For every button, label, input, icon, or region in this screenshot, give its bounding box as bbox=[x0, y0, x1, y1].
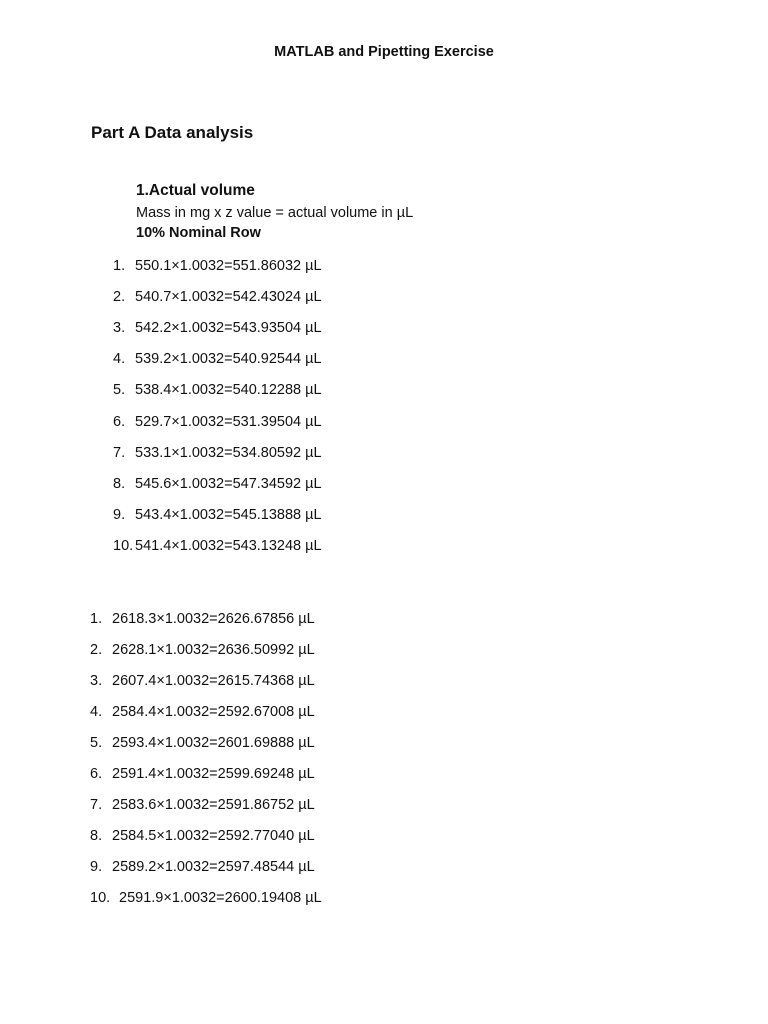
list-item bbox=[113, 319, 322, 337]
list-item bbox=[90, 827, 315, 845]
list-item-number: 7. bbox=[113, 444, 126, 461]
list-item-text: 2591.4×1.0032=2599.69248 µL bbox=[112, 766, 315, 782]
list-item-text: 540.7×1.0032=542.43024 µL bbox=[135, 289, 322, 306]
list-item-number: 9. bbox=[90, 859, 103, 875]
list-item bbox=[90, 610, 315, 628]
list-item-text: 2607.4×1.0032=2615.74368 µL bbox=[112, 673, 315, 689]
list-item-number: 8. bbox=[90, 828, 103, 844]
list-item bbox=[113, 537, 322, 555]
list-item bbox=[90, 889, 322, 907]
list-item-number: 1. bbox=[113, 258, 126, 274]
list-item-number: 4. bbox=[113, 351, 126, 368]
list-item bbox=[90, 703, 315, 721]
list-item-text: 2584.5×1.0032=2592.77040 µL bbox=[112, 828, 315, 844]
list-item-number: 2. bbox=[113, 289, 126, 306]
list-item-text: 541.4×1.0032=543.13248 µL bbox=[135, 537, 322, 554]
list-item bbox=[113, 506, 322, 524]
list-item bbox=[113, 257, 322, 275]
row-label: 10% Nominal Row bbox=[136, 225, 261, 241]
list-item-text: 2584.4×1.0032=2592.67008 µL bbox=[112, 704, 315, 720]
list-item-number: 5. bbox=[90, 735, 103, 751]
list-item-number: 4. bbox=[90, 704, 103, 720]
list-item-text: 545.6×1.0032=547.34592 µL bbox=[135, 475, 322, 492]
list-item-text: 539.2×1.0032=540.92544 µL bbox=[135, 351, 322, 368]
list-item bbox=[113, 444, 322, 462]
list-item-number: 9. bbox=[113, 506, 126, 523]
list-item-text: 533.1×1.0032=534.80592 µL bbox=[135, 444, 322, 461]
list-item bbox=[113, 475, 322, 493]
list-item-number: 10. bbox=[90, 890, 111, 906]
list-item-text: 538.4×1.0032=540.12288 µL bbox=[135, 382, 322, 399]
list-item-text: 2583.6×1.0032=2591.86752 µL bbox=[112, 797, 315, 813]
list-item bbox=[90, 765, 315, 783]
list-item-number: 2. bbox=[90, 642, 103, 658]
document-title: MATLAB and Pipetting Exercise bbox=[274, 44, 494, 60]
list-item-text: 2591.9×1.0032=2600.19408 µL bbox=[119, 890, 322, 906]
list-item bbox=[113, 381, 322, 399]
list-item-text: 2618.3×1.0032=2626.67856 µL bbox=[112, 611, 315, 627]
list-item bbox=[90, 858, 315, 876]
list-item bbox=[113, 413, 322, 431]
list-item-text: 529.7×1.0032=531.39504 µL bbox=[135, 413, 322, 430]
list-item-text: 543.4×1.0032=545.13888 µL bbox=[135, 506, 322, 523]
list-item bbox=[90, 641, 315, 659]
list-item-number: 1. bbox=[90, 611, 103, 627]
part-heading: Part A Data analysis bbox=[91, 123, 254, 142]
list-item bbox=[113, 288, 322, 306]
list-item bbox=[113, 350, 322, 368]
section-heading: 1.Actual volume bbox=[136, 182, 255, 199]
list-item-text: 2589.2×1.0032=2597.48544 µL bbox=[112, 859, 315, 875]
list-item-number: 8. bbox=[113, 475, 126, 492]
list-item-number: 3. bbox=[90, 673, 103, 689]
formula-line: Mass in mg x z value = actual volume in µL bbox=[136, 205, 414, 221]
list-item-number: 3. bbox=[113, 320, 126, 337]
list-item-text: 542.2×1.0032=543.93504 µL bbox=[135, 320, 322, 337]
list-item-text: 2593.4×1.0032=2601.69888 µL bbox=[112, 735, 315, 751]
list-item-number: 6. bbox=[113, 413, 126, 430]
list-item bbox=[90, 672, 315, 690]
list-item bbox=[90, 734, 315, 752]
list-item bbox=[90, 796, 315, 814]
list-item-number: 10. bbox=[113, 537, 134, 554]
list-item-number: 7. bbox=[90, 797, 103, 813]
list-item-number: 5. bbox=[113, 382, 126, 399]
list-item-text: 550.1×1.0032=551.86032 µL bbox=[135, 258, 322, 274]
list-item-text: 2628.1×1.0032=2636.50992 µL bbox=[112, 642, 315, 658]
list-item-number: 6. bbox=[90, 766, 103, 782]
